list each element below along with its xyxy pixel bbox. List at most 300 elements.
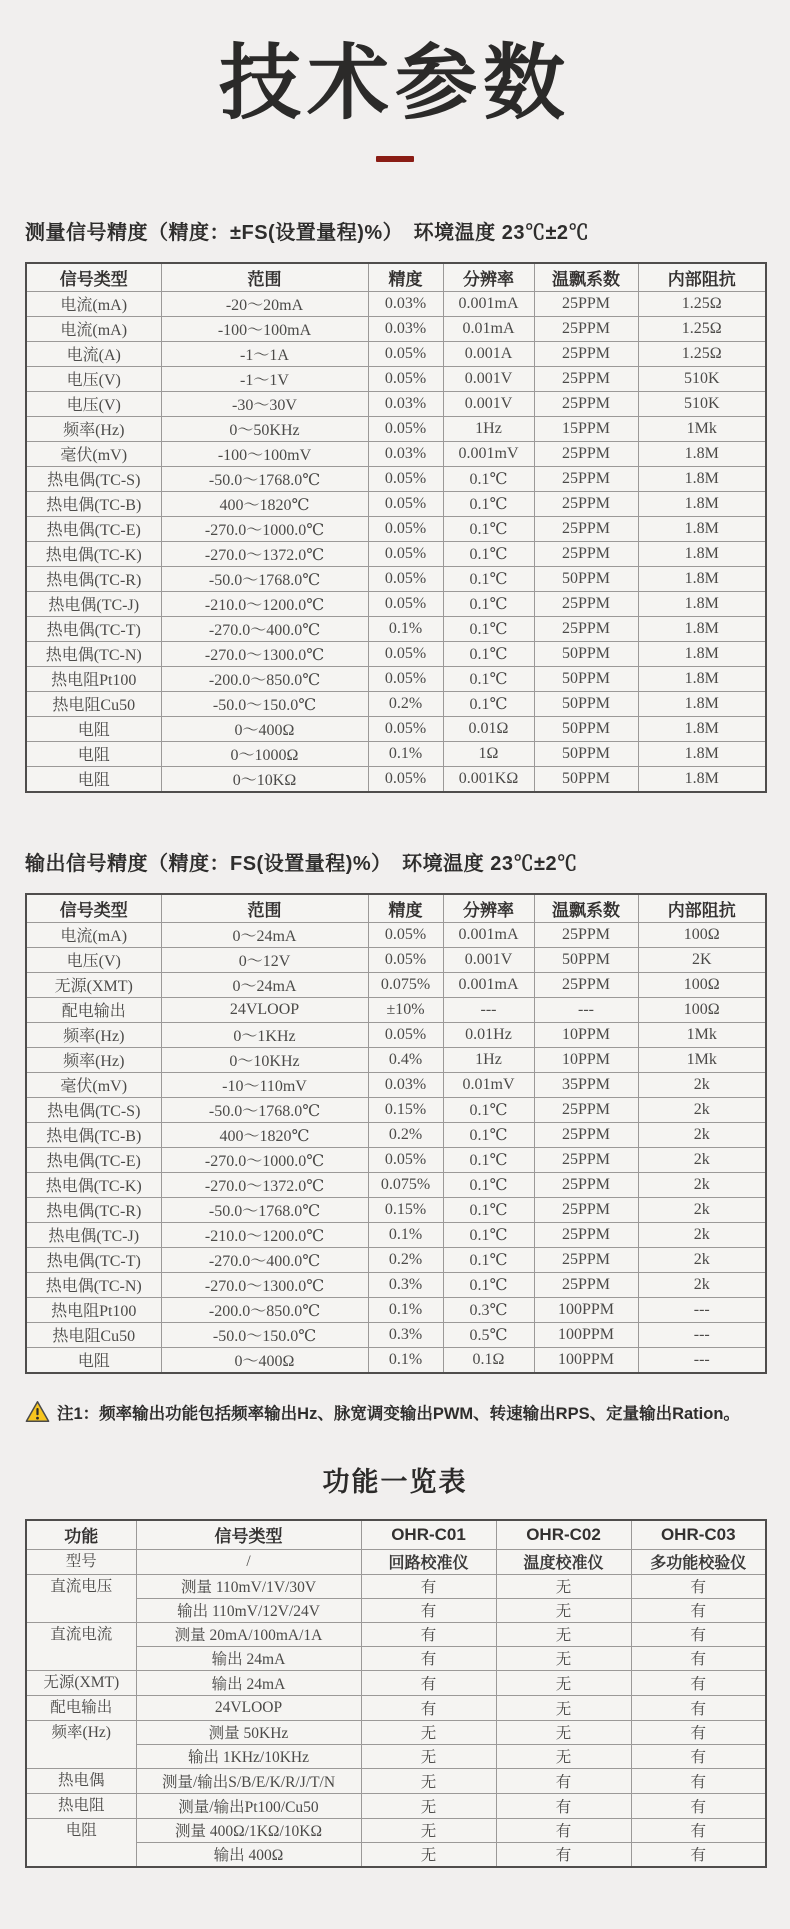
- table-cell: 1Hz: [443, 1047, 534, 1072]
- table-cell: 50PPM: [534, 666, 638, 691]
- table-cell: 0.05%: [368, 491, 443, 516]
- table-cell: 0.1℃: [443, 491, 534, 516]
- table-row: [26, 391, 766, 416]
- table-cell: 0.05%: [368, 1022, 443, 1047]
- table-cell: 35PPM: [534, 1072, 638, 1097]
- table-cell: 1.8M: [638, 441, 766, 466]
- note1: [25, 1400, 765, 1424]
- table-cell: 无: [496, 1574, 631, 1598]
- table-cell: 电压(V): [26, 947, 161, 972]
- table-row: [26, 716, 766, 741]
- table-cell: 电流(mA): [26, 922, 161, 947]
- table-row: [26, 1622, 766, 1646]
- table-cell: 热电偶(TC-T): [26, 1247, 161, 1272]
- table-cell: 24VLOOP: [161, 997, 368, 1022]
- table-cell: 配电输出: [26, 997, 161, 1022]
- page-title: 技术参数: [218, 38, 571, 129]
- table-cell: -50.0～1768.0℃: [161, 466, 368, 491]
- table-cell: -200.0～850.0℃: [161, 1297, 368, 1322]
- table-cell: -10～110mV: [161, 1072, 368, 1097]
- table-cell: 0.05%: [368, 541, 443, 566]
- table-cell: -30～30V: [161, 391, 368, 416]
- table-cell: 0.2%: [368, 1247, 443, 1272]
- table-cell: 1Mk: [638, 416, 766, 441]
- table-cell: 测量 110mV/1V/30V: [136, 1574, 361, 1598]
- table-cell: 无: [361, 1768, 496, 1793]
- table-cell: 有: [361, 1622, 496, 1646]
- table-cell: 0.05%: [368, 922, 443, 947]
- column-header: 信号类型: [26, 263, 161, 292]
- table-cell: 1.8M: [638, 566, 766, 591]
- table-cell: 0.05%: [368, 516, 443, 541]
- table-cell: 0.1℃: [443, 591, 534, 616]
- table-cell: 2k: [638, 1072, 766, 1097]
- column-header: 功能: [26, 1520, 136, 1550]
- function-overview-table: [25, 1519, 767, 1868]
- table-cell: 0.1%: [368, 1347, 443, 1373]
- table-cell: 25PPM: [534, 291, 638, 316]
- table-cell: 25PPM: [534, 1147, 638, 1172]
- table-cell: 无: [361, 1793, 496, 1818]
- table-row: [26, 291, 766, 316]
- table-cell: 热电偶(TC-T): [26, 616, 161, 641]
- table-cell: 热电偶(TC-E): [26, 1147, 161, 1172]
- row-label-cell: 电阻: [26, 1818, 136, 1867]
- column-header: 范围: [161, 263, 368, 292]
- table-cell: 有: [631, 1598, 766, 1622]
- row-label-cell: 无源(XMT): [26, 1670, 136, 1695]
- table-cell: 热电偶(TC-B): [26, 1122, 161, 1147]
- table-cell: 0.1℃: [443, 1272, 534, 1297]
- table-cell: 0.05%: [368, 947, 443, 972]
- table-cell: 2k: [638, 1197, 766, 1222]
- table-row: [26, 541, 766, 566]
- table-cell: 510K: [638, 366, 766, 391]
- table-row: [26, 341, 766, 366]
- table-cell: 0.075%: [368, 972, 443, 997]
- title-divider: [376, 156, 414, 162]
- table-cell: 测量 20mA/100mA/1A: [136, 1622, 361, 1646]
- table-cell: 25PPM: [534, 1197, 638, 1222]
- table-cell: 25PPM: [534, 391, 638, 416]
- table-cell: 25PPM: [534, 1222, 638, 1247]
- table-cell: /: [136, 1549, 361, 1574]
- table-row: [26, 1768, 766, 1793]
- column-header: 信号类型: [136, 1520, 361, 1550]
- table-row: [26, 1147, 766, 1172]
- table-cell: -270.0～400.0℃: [161, 1247, 368, 1272]
- table-cell: 0.05%: [368, 766, 443, 792]
- table-cell: 电流(mA): [26, 316, 161, 341]
- column-header: 范围: [161, 894, 368, 923]
- row-label-cell: 热电偶: [26, 1768, 136, 1793]
- table-cell: 0.001mA: [443, 291, 534, 316]
- table-cell: 2k: [638, 1097, 766, 1122]
- table-cell: 0.1℃: [443, 691, 534, 716]
- table-cell: 无源(XMT): [26, 972, 161, 997]
- table-cell: 0.001mA: [443, 922, 534, 947]
- table-row: [26, 416, 766, 441]
- table-row: [26, 1818, 766, 1842]
- table-cell: 热电阻Cu50: [26, 691, 161, 716]
- table-cell: 0.001V: [443, 391, 534, 416]
- row-label-cell: 型号: [26, 1549, 136, 1574]
- table-cell: 0.1℃: [443, 1147, 534, 1172]
- table-cell: 100PPM: [534, 1297, 638, 1322]
- column-header: 内部阻抗: [638, 263, 766, 292]
- table-cell: -100～100mV: [161, 441, 368, 466]
- table-row: [26, 1297, 766, 1322]
- table-cell: 0.1%: [368, 741, 443, 766]
- table-cell: 输出 400Ω: [136, 1842, 361, 1867]
- column-header: 内部阻抗: [638, 894, 766, 923]
- warning-icon: [25, 1400, 50, 1423]
- table-row: [26, 641, 766, 666]
- table-cell: 0.1%: [368, 616, 443, 641]
- table-cell: 多功能校验仪: [631, 1549, 766, 1574]
- table-cell: 100Ω: [638, 997, 766, 1022]
- table-row: [26, 1022, 766, 1047]
- table-cell: 测量 400Ω/1KΩ/10KΩ: [136, 1818, 361, 1842]
- table-cell: 0.1℃: [443, 1247, 534, 1272]
- table-cell: 有: [496, 1818, 631, 1842]
- table-cell: 0.01Hz: [443, 1022, 534, 1047]
- table-cell: 热电偶(TC-S): [26, 1097, 161, 1122]
- table-cell: -1～1V: [161, 366, 368, 391]
- column-header: OHR-C03: [631, 1520, 766, 1550]
- table-cell: 1Ω: [443, 741, 534, 766]
- table-cell: -270.0～1300.0℃: [161, 641, 368, 666]
- table-cell: 频率(Hz): [26, 1022, 161, 1047]
- table-cell: 0.05%: [368, 641, 443, 666]
- column-header: 精度: [368, 894, 443, 923]
- table-cell: -50.0～1768.0℃: [161, 1197, 368, 1222]
- table-cell: -20～20mA: [161, 291, 368, 316]
- table-cell: 有: [361, 1695, 496, 1720]
- table-row: [26, 1247, 766, 1272]
- table-cell: 无: [496, 1622, 631, 1646]
- table-cell: 25PPM: [534, 1172, 638, 1197]
- table-cell: 电阻: [26, 766, 161, 792]
- table-cell: 0.1Ω: [443, 1347, 534, 1373]
- table-cell: 510K: [638, 391, 766, 416]
- table-cell: 无: [361, 1720, 496, 1744]
- table-row: [26, 566, 766, 591]
- table-cell: 有: [361, 1574, 496, 1598]
- table-cell: 25PPM: [534, 1272, 638, 1297]
- table-cell: 1.8M: [638, 766, 766, 792]
- table-cell: 有: [361, 1598, 496, 1622]
- column-header: OHR-C01: [361, 1520, 496, 1550]
- table-cell: 24VLOOP: [136, 1695, 361, 1720]
- table-cell: 0.01mV: [443, 1072, 534, 1097]
- table-cell: 1.8M: [638, 466, 766, 491]
- table-cell: 无: [496, 1695, 631, 1720]
- table-cell: 0.03%: [368, 1072, 443, 1097]
- table-cell: 测量 50KHz: [136, 1720, 361, 1744]
- table-cell: ---: [443, 997, 534, 1022]
- table-cell: 无: [496, 1744, 631, 1768]
- table-cell: -1～1A: [161, 341, 368, 366]
- table-cell: 50PPM: [534, 716, 638, 741]
- table-cell: 有: [496, 1842, 631, 1867]
- header-row: [26, 1520, 766, 1550]
- table-cell: 0.05%: [368, 341, 443, 366]
- table-cell: 0.1℃: [443, 616, 534, 641]
- row-label-cell: 直流电流: [26, 1622, 136, 1670]
- table-row: [26, 1197, 766, 1222]
- row-label-cell: 配电输出: [26, 1695, 136, 1720]
- table-row: [26, 1072, 766, 1097]
- table-cell: 有: [631, 1622, 766, 1646]
- table-cell: 有: [631, 1720, 766, 1744]
- table-cell: 有: [496, 1793, 631, 1818]
- table-row: [26, 1122, 766, 1147]
- table-cell: 25PPM: [534, 491, 638, 516]
- table-row: [26, 922, 766, 947]
- table-cell: 50PPM: [534, 766, 638, 792]
- table-cell: 热电阻Cu50: [26, 1322, 161, 1347]
- table-cell: 0.3%: [368, 1322, 443, 1347]
- table-cell: 温度校准仪: [496, 1549, 631, 1574]
- table-cell: 25PPM: [534, 591, 638, 616]
- table-row: [26, 766, 766, 792]
- table-cell: 0.15%: [368, 1097, 443, 1122]
- table-cell: -100～100mA: [161, 316, 368, 341]
- table-cell: 0.1℃: [443, 1122, 534, 1147]
- table-cell: 0.03%: [368, 316, 443, 341]
- table-cell: 0.3%: [368, 1272, 443, 1297]
- table-cell: 无: [361, 1818, 496, 1842]
- table-cell: 0.1℃: [443, 641, 534, 666]
- header-row: [26, 894, 766, 923]
- table-cell: -270.0～400.0℃: [161, 616, 368, 641]
- table-cell: 100Ω: [638, 922, 766, 947]
- table-cell: 0.001KΩ: [443, 766, 534, 792]
- table-cell: 无: [496, 1646, 631, 1670]
- table-cell: 50PPM: [534, 566, 638, 591]
- table-cell: 频率(Hz): [26, 416, 161, 441]
- table-cell: 25PPM: [534, 1247, 638, 1272]
- table-cell: 1.8M: [638, 616, 766, 641]
- table-cell: 0～400Ω: [161, 716, 368, 741]
- table-cell: 10PPM: [534, 1047, 638, 1072]
- table-row: [26, 997, 766, 1022]
- table-row: [26, 466, 766, 491]
- table-row: [26, 616, 766, 641]
- table-cell: 0.1℃: [443, 566, 534, 591]
- column-header: 分辨率: [443, 894, 534, 923]
- table-cell: 有: [631, 1744, 766, 1768]
- table-cell: 2k: [638, 1122, 766, 1147]
- table-row: [26, 316, 766, 341]
- table-cell: 热电偶(TC-J): [26, 591, 161, 616]
- table-cell: 0.001mA: [443, 972, 534, 997]
- table-cell: 0.1℃: [443, 466, 534, 491]
- table-cell: 有: [631, 1818, 766, 1842]
- table-cell: 100Ω: [638, 972, 766, 997]
- table-cell: 输出 24mA: [136, 1670, 361, 1695]
- table-row: [26, 1695, 766, 1720]
- table-cell: 1.25Ω: [638, 341, 766, 366]
- table-cell: 0.001V: [443, 947, 534, 972]
- table-cell: 25PPM: [534, 516, 638, 541]
- table-cell: 25PPM: [534, 972, 638, 997]
- table-cell: -50.0～1768.0℃: [161, 1097, 368, 1122]
- table-row: [26, 1670, 766, 1695]
- table-cell: -210.0～1200.0℃: [161, 591, 368, 616]
- table-cell: 电阻: [26, 716, 161, 741]
- table-cell: 25PPM: [534, 922, 638, 947]
- table-cell: 电压(V): [26, 366, 161, 391]
- table-cell: ---: [534, 997, 638, 1022]
- table-cell: 0.05%: [368, 666, 443, 691]
- table-cell: 有: [496, 1768, 631, 1793]
- table-cell: 0～50KHz: [161, 416, 368, 441]
- table-cell: 50PPM: [534, 947, 638, 972]
- table-cell: 25PPM: [534, 1097, 638, 1122]
- table-cell: 0～10KHz: [161, 1047, 368, 1072]
- table-cell: 1.8M: [638, 516, 766, 541]
- table-row: [26, 1598, 766, 1622]
- table-cell: 400～1820℃: [161, 1122, 368, 1147]
- table-cell: 400～1820℃: [161, 491, 368, 516]
- table-cell: 0.1%: [368, 1297, 443, 1322]
- table-cell: 1.8M: [638, 741, 766, 766]
- table-cell: -200.0～850.0℃: [161, 666, 368, 691]
- table-cell: 0.05%: [368, 591, 443, 616]
- table-cell: 1.8M: [638, 666, 766, 691]
- table-cell: 热电偶(TC-K): [26, 541, 161, 566]
- table-cell: 1Mk: [638, 1022, 766, 1047]
- table-cell: 有: [631, 1670, 766, 1695]
- table-row: [26, 741, 766, 766]
- table-cell: ---: [638, 1297, 766, 1322]
- header-row: [26, 263, 766, 292]
- table-cell: 0.3℃: [443, 1297, 534, 1322]
- table-cell: 100PPM: [534, 1347, 638, 1373]
- table-cell: 无: [361, 1842, 496, 1867]
- table-cell: 0.1℃: [443, 516, 534, 541]
- table-row: [26, 1646, 766, 1670]
- table-cell: -270.0～1372.0℃: [161, 541, 368, 566]
- table-row: [26, 491, 766, 516]
- table-cell: 无: [496, 1720, 631, 1744]
- column-header: 信号类型: [26, 894, 161, 923]
- table-cell: 0.1%: [368, 1222, 443, 1247]
- table-cell: 25PPM: [534, 366, 638, 391]
- column-header: 分辨率: [443, 263, 534, 292]
- table-cell: -270.0～1372.0℃: [161, 1172, 368, 1197]
- table-row: [26, 366, 766, 391]
- measurement-accuracy-table: [25, 262, 767, 793]
- table-cell: 0～24mA: [161, 972, 368, 997]
- section2-heading: 输出信号精度（精度：FS(设置量程)%） 环境温度 23℃±2℃: [25, 852, 578, 875]
- table-cell: 0.075%: [368, 1172, 443, 1197]
- table-cell: 1.8M: [638, 716, 766, 741]
- table-cell: 0.1℃: [443, 1197, 534, 1222]
- table-row: [26, 1097, 766, 1122]
- table-cell: 50PPM: [534, 741, 638, 766]
- table-cell: 1.8M: [638, 541, 766, 566]
- table-cell: 1.8M: [638, 691, 766, 716]
- table-cell: 0～12V: [161, 947, 368, 972]
- table-cell: 有: [361, 1646, 496, 1670]
- table-cell: 2k: [638, 1172, 766, 1197]
- table-cell: 0～10KΩ: [161, 766, 368, 792]
- table-cell: 0.1℃: [443, 1172, 534, 1197]
- table-row: [26, 1172, 766, 1197]
- column-header: 温飘系数: [534, 263, 638, 292]
- table-cell: 回路校准仪: [361, 1549, 496, 1574]
- table-row: [26, 441, 766, 466]
- table-cell: 热电偶(TC-K): [26, 1172, 161, 1197]
- table-cell: 2k: [638, 1247, 766, 1272]
- table-cell: -270.0～1000.0℃: [161, 516, 368, 541]
- table-cell: 热电偶(TC-N): [26, 1272, 161, 1297]
- table-cell: 0.01mA: [443, 316, 534, 341]
- table-row: [26, 1272, 766, 1297]
- table-cell: -210.0～1200.0℃: [161, 1222, 368, 1247]
- table-cell: 热电偶(TC-N): [26, 641, 161, 666]
- column-header: OHR-C02: [496, 1520, 631, 1550]
- table-cell: 0.03%: [368, 391, 443, 416]
- table-cell: 0.05%: [368, 716, 443, 741]
- table-cell: 输出 110mV/12V/24V: [136, 1598, 361, 1622]
- table-cell: 有: [631, 1695, 766, 1720]
- table-cell: 电压(V): [26, 391, 161, 416]
- table-cell: 10PPM: [534, 1022, 638, 1047]
- table-cell: 0～24mA: [161, 922, 368, 947]
- note1-text: 注1：频率输出功能包括频率输出Hz、脉宽调变输出PWM、转速输出RPS、定量输出Ration。: [57, 1404, 740, 1423]
- table-cell: 0～400Ω: [161, 1347, 368, 1373]
- table-cell: 0.05%: [368, 1147, 443, 1172]
- column-header: 精度: [368, 263, 443, 292]
- table-row: [26, 691, 766, 716]
- table-cell: 50PPM: [534, 691, 638, 716]
- table-cell: 0.2%: [368, 691, 443, 716]
- table-cell: 1Mk: [638, 1047, 766, 1072]
- row-label-cell: 热电阻: [26, 1793, 136, 1818]
- table-cell: 1.25Ω: [638, 316, 766, 341]
- table-cell: 1.8M: [638, 641, 766, 666]
- table-cell: 0.03%: [368, 291, 443, 316]
- table-cell: 25PPM: [534, 316, 638, 341]
- table-cell: 测量/输出Pt100/Cu50: [136, 1793, 361, 1818]
- table-cell: 有: [361, 1670, 496, 1695]
- table-cell: 有: [631, 1646, 766, 1670]
- table-cell: 0～1000Ω: [161, 741, 368, 766]
- table-cell: 25PPM: [534, 541, 638, 566]
- table-cell: 2K: [638, 947, 766, 972]
- table-cell: 毫伏(mV): [26, 1072, 161, 1097]
- table-cell: 1.25Ω: [638, 291, 766, 316]
- table-cell: 0.05%: [368, 566, 443, 591]
- table-cell: 0.05%: [368, 416, 443, 441]
- table-cell: 热电偶(TC-S): [26, 466, 161, 491]
- table-row: [26, 1047, 766, 1072]
- output-accuracy-table: [25, 893, 767, 1374]
- table-cell: 0.05%: [368, 466, 443, 491]
- table-row: [26, 972, 766, 997]
- table-cell: 有: [631, 1768, 766, 1793]
- table-cell: 0.03%: [368, 441, 443, 466]
- table-cell: 0～1KHz: [161, 1022, 368, 1047]
- table-cell: 25PPM: [534, 1122, 638, 1147]
- table-cell: 输出 24mA: [136, 1646, 361, 1670]
- table-cell: 无: [361, 1744, 496, 1768]
- table-row: [26, 1793, 766, 1818]
